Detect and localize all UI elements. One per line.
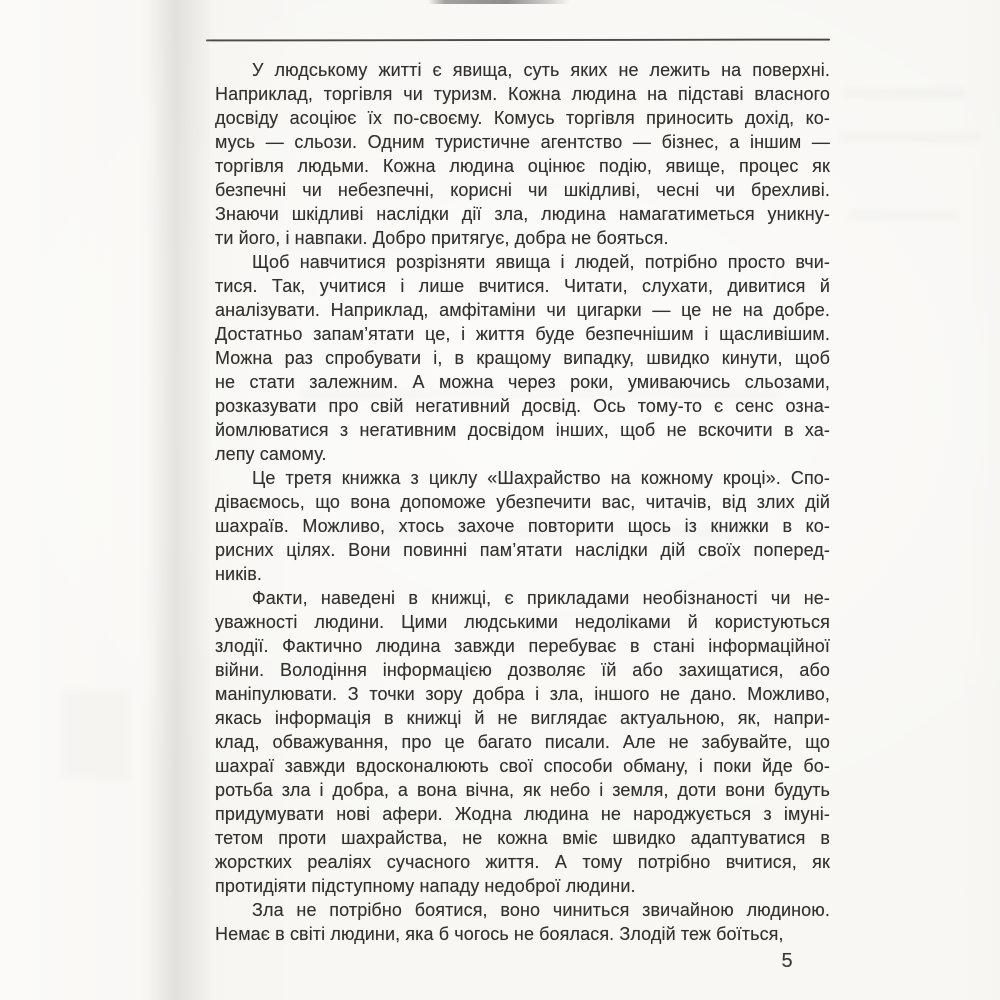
page-gutter-shading — [148, 0, 210, 1000]
text-line: безпечні чи небезпечні, корисні чи шкідливі, чесні чи брехливі. — [215, 180, 830, 200]
text-line: Достатньо запам’ятати це, і життя буде безпечнішим і щасливішим. — [215, 324, 830, 344]
text-line: мусь — сльози. Одним туристичне агентство — бізнес, а іншим — — [215, 132, 830, 152]
text-line: У людському житті є явища, суть яких не лежить на поверхні. — [252, 60, 830, 80]
text-line: Щоб навчитися розрізняти явища і людей, потрібно просто вчи- — [252, 252, 830, 272]
text-line: не стати залежним. А можна через роки, умиваючись сльозами, — [215, 372, 830, 392]
bleedthrough-artifact — [840, 132, 980, 142]
text-line: шахраїв. Можливо, хтось захоче повторити щось із книжки в ко- — [215, 516, 830, 536]
text-line: ників. — [215, 564, 263, 584]
bleedthrough-artifact — [60, 690, 130, 780]
text-line: маніпулювати. З точки зору добра і зла, іншого не дано. Можливо, — [215, 684, 830, 704]
text-line: торгівля людьми. Кожна людина оцінює подію, явище, процес як — [215, 156, 830, 176]
scan-edge-artifact — [428, 0, 570, 4]
text-line: жорстких реаліях сучасного життя. А тому потрібно вчитися, як — [215, 852, 830, 872]
text-line: розказувати про свій негативний досвід. Ось тому-то є сенс озна- — [215, 396, 830, 416]
text-line: уважності людини. Цими людськими недоліками й користуються — [215, 612, 830, 632]
bleedthrough-artifact — [845, 88, 965, 98]
text-line: аналізувати. Наприклад, амфітаміни чи цигарки — це не на добре. — [215, 300, 830, 320]
text-line: Зла не потрібно боятися, воно чиниться звичайною людиною. — [252, 900, 830, 920]
text-line: Немає в світі людини, яка б чогось не боялася. Злодій теж боїться, — [215, 924, 784, 944]
text-line: злодії. Фактично людина завжди перебуває в стані інформаційної — [215, 636, 830, 656]
text-line: Факти, наведені в книжці, є прикладами необізнаності чи не- — [252, 588, 830, 608]
text-line: тися. Так, учитися і лише вчитися. Читати, слухати, дивитися й — [215, 276, 830, 296]
text-line: лепу самому. — [215, 444, 327, 464]
text-line: ти його, і навпаки. Добро притягує, добра не бояться. — [215, 228, 669, 248]
text-line: якась інформація в книжці й не виглядає актуальною, як, напри- — [215, 708, 830, 728]
text-line: Можна раз спробувати і, в кращому випадку, швидко кинути, щоб — [215, 348, 830, 368]
bleedthrough-artifact — [848, 210, 958, 220]
header-rule — [206, 39, 830, 42]
text-line: Наприклад, торгівля чи туризм. Кожна людина на підставі власного — [215, 84, 830, 104]
page-number: 5 — [781, 950, 793, 972]
text-line: Знаючи шкідливі наслідки дії зла, людина намагатиметься уникну- — [215, 204, 830, 224]
text-line: тетом проти шахрайства, не кожна вміє швидко адаптуватися в — [215, 828, 830, 848]
text-line: досвіду асоціює їх по-своєму. Комусь торгівля приносить дохід, ко- — [215, 108, 830, 128]
text-line: Це третя книжка з циклу «Шахрайство на кожному кроці». Спо- — [252, 468, 830, 488]
text-line: йомлюватися з негативним досвідом інших, щоб не вскочити в ха- — [215, 420, 830, 440]
text-line: шахраї завжди вдосконалюють свої способи обману, і поки йде бо- — [215, 756, 830, 776]
text-line: ротьба зла і добра, а вона вічна, як небо і земля, доти вони будуть — [215, 780, 830, 800]
text-line: протидіяти підступному нападу недоброї людини. — [215, 876, 636, 896]
text-line: придумувати нові афери. Жодна людина не народжується з імуні- — [215, 804, 830, 824]
text-line: війни. Володіння інформацією дозволяє їй або захищатися, або — [215, 660, 830, 680]
text-line: клад, обважування, про це багато писали. Але не забувайте, що — [215, 732, 830, 752]
text-line: діваємось, що вона допоможе убезпечити вас, читачів, від злих дій — [215, 492, 830, 512]
text-line: рисних цілях. Вони повинні пам’ятати наслідки дій своїх поперед- — [215, 540, 830, 560]
text-block — [215, 58, 830, 946]
